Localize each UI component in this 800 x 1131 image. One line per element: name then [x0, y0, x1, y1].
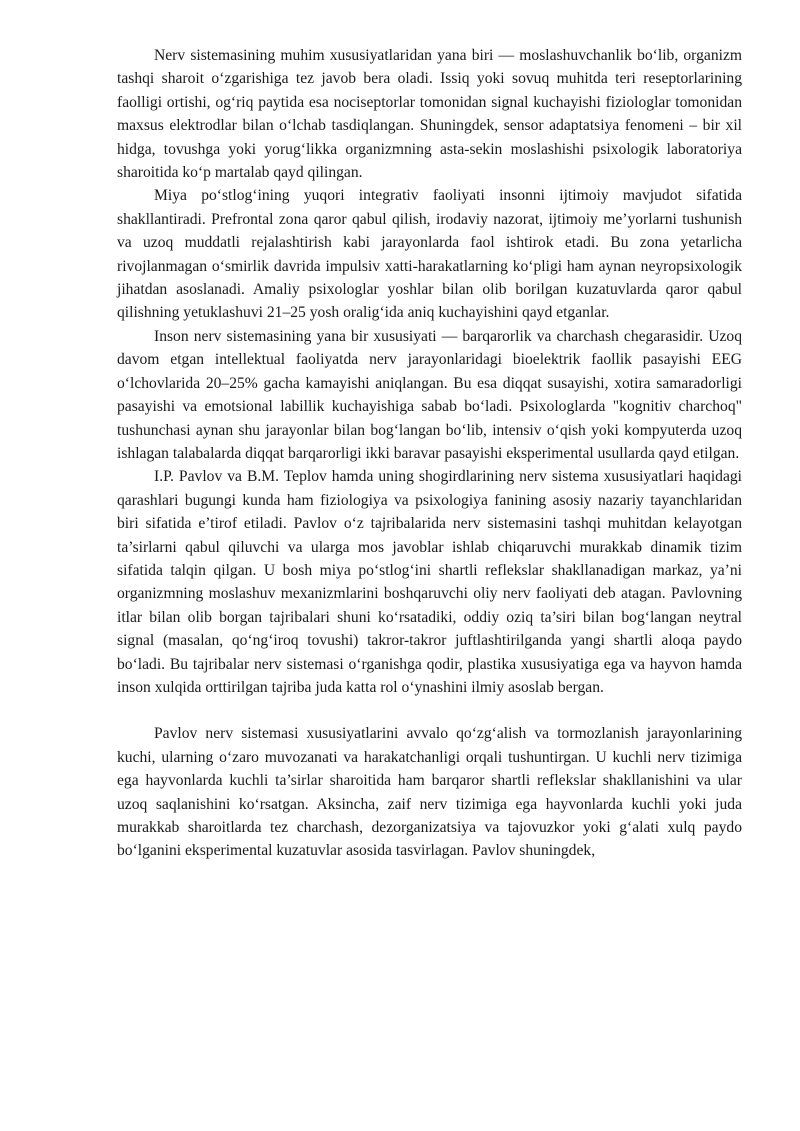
paragraph-pavlov-teplov: I.P. Pavlov va B.M. Teplov hamda uning shogirdlarining nerv sistema xususiyatlari haqidagi qarashlari bugungi kunda ham fiziologiya va psixologiya fanining asosiy nazariy tayanchlaridan biri sifatida e’tirof etiladi. Pavlov o‘z tajribalarida nerv sistemasini tashqi muhitdan kelayotgan ta’sirlarni qabul qiluvchi va ularga mos javoblar ishlab chiqaruvchi murakkab dinamik tizim sifatida talqin qilgan. U bosh miya po‘stlog‘ini shartli reflekslar shakllanadigan markaz, ya’ni organizmning moslashuv mexanizmlarini boshqaruvchi oliy nerv faoliyati deb atagan. Pavlovning itlar bilan olib borgan tajribalari shuni ko‘rsatadiki, oddiy oziq ta’siri bilan bog‘langan neytral signal (masalan, qo‘ng‘iroq tovushi) takror-takror juftlashtirilganda yangi shartli aloqa paydo bo‘ladi. Bu tajribalar nerv sistemasi o‘rganishga qodir, plastika xususiyatiga ega va hayvon hamda inson xulqida orttirilgan tajriba juda katta rol o‘ynashini ilmiy asoslab bergan.: [117, 468, 742, 696]
paragraph-adaptability: Nerv sistemasining muhim xususiyatlaridan yana biri — moslashuvchanlik bo‘lib, organizm tashqi sharoit o‘zgarishiga tez javob bera oladi. Issiq yoki sovuq muhitda teri reseptorlarining faolligi ortishi, og‘riq paytida esa nociseptorlar tomonidan signal kuchayishi fiziologlar tomonidan maxsus elektrodlar bilan o‘lchab tasdiqlangan. Shuningdek, sensor adaptatsiya fenomeni – bir xil hidga, tovushga yoki yorug‘likka organizmning asta-sekin moslashishi psixologik laboratoriya sharoitida ko‘p martalab qayd qilingan.: [117, 47, 742, 182]
document-page: [117, 44, 742, 863]
paragraph-cortex-integrative: Miya po‘stlog‘ining yuqori integrativ faoliyati insonni ijtimoiy mavjudot sifatida shakllantiradi. Prefrontal zona qaror qabul qilish, irodaviy nazorat, ijtimoiy me’yorlarni tushunish va uzoq muddatli rejalashtirish kabi jarayonlarda faol ishtirok etadi. Bu zona yetarlicha rivojlanmagan o‘smirlik davrida impulsiv xatti-harakatlarning ko‘pligi ham aynan neyropsixologik jihatdan asoslanadi. Amaliy psixologlar yoshlar bilan olib borilgan kuzatuvlarda qaror qabul qilishning yetuklashuvi 21–25 yosh oralig‘ida aniq kuchayishini qayd etganlar.: [117, 187, 742, 322]
paragraph-pavlov-properties: Pavlov nerv sistemasi xususiyatlarini avvalo qo‘zg‘alish va tormozlanish jarayonlarining kuchi, ularning o‘zaro muvozanati va harakatchanligi orqali tushuntirgan. U kuchli nerv tizimiga ega hayvonlarda kuchli ta’sirlar sharoitida ham barqaror shartli reflekslar shakllanishini va ular uzoq saqlanishini ko‘rsatgan. Aksincha, zaif nerv tizimiga ega hayvonlarda kuchli yoki juda murakkab sharoitlarda tez charchash, dezorganizatsiya va tajovuzkor yoki g‘alati xulq paydo bo‘lganini eksperimental kuzatuvlar asosida tasvirlagan. Pavlov shuningdek,: [117, 725, 742, 860]
paragraph-stability-fatigue: Inson nerv sistemasining yana bir xususiyati — barqarorlik va charchash chegarasidir. Uzoq davom etgan intellektual faoliyatda nerv jarayonlaridagi bioelektrik faollik pasayishi EEG o‘lchovlarida 20–25% gacha kamayishi aniqlangan. Bu esa diqqat susayishi, xotira samaradorligi pasayishi va emotsional labillik kuchayishiga sabab bo‘ladi. Psixologlarda "kognitiv charchoq" tushunchasi aynan shu jarayonlar bilan bog‘langan bo‘lib, intensiv o‘qish yoki kompyuterda uzoq ishlagan talabalarda diqqat barqarorligi ikki baravar pasayishi eksperimental usullarda qayd etilgan.: [117, 327, 742, 462]
